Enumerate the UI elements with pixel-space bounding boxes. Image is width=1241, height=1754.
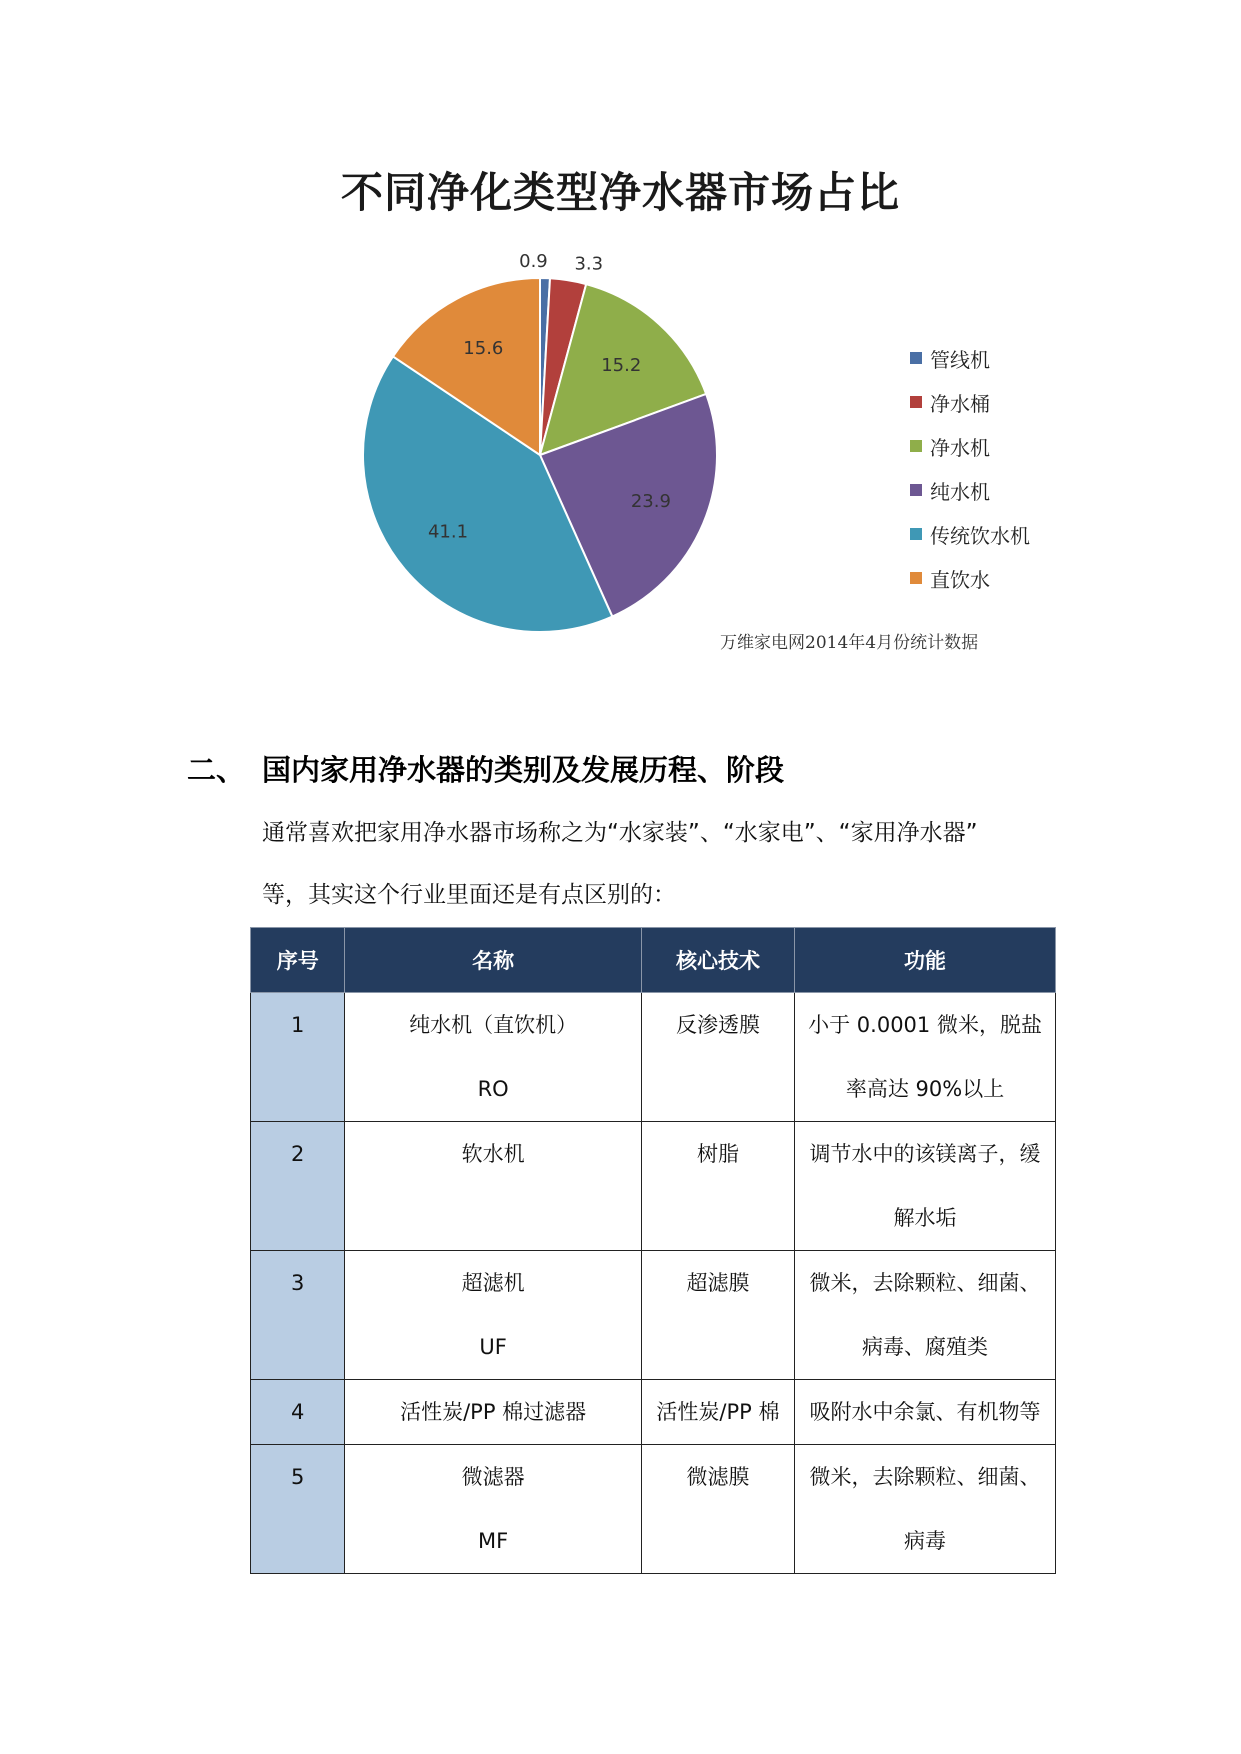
row-name-cell [345,1445,641,1574]
table-row [251,1122,1056,1251]
cell-text-line: 活性炭/PP 棉 [656,1400,780,1424]
pie-data-label-4: 41.1 [427,521,469,543]
legend-item-2 [910,424,1030,468]
row-tech-cell [641,1122,794,1251]
row-index-cell: 3 [251,1251,345,1380]
row-name-cell [345,1122,641,1251]
pie-data-label-1: 3.3 [574,253,604,275]
section-heading [187,748,784,789]
legend-label: 纯水机 [930,479,990,504]
legend-label: 直饮水 [930,567,990,592]
legend-swatch [910,440,922,452]
legend-swatch [910,484,922,496]
row-index-cell: 5 [251,1445,345,1574]
legend-swatch [910,528,922,540]
cell-text-line: MF [478,1529,509,1553]
cell-text-line: 微米，去除颗粒、细菌、 [809,1271,1041,1295]
cell-text-line: 率高达 90%以上 [845,1077,1005,1101]
row-index-cell: 2 [251,1122,345,1251]
row-tech-cell [641,1445,794,1574]
cell-text-line: 微米，去除颗粒、细菌、 [809,1465,1041,1489]
cell-text-line: 病毒 [904,1529,947,1553]
legend-item-4 [910,512,1030,556]
legend-item-1 [910,380,1030,424]
row-index-cell: 1 [251,993,345,1122]
header-core-tech: 核心技术 [641,928,794,993]
pie-data-label-2: 15.2 [601,355,642,377]
chart-legend [910,336,1030,600]
table-row [251,1251,1056,1380]
legend-label: 管线机 [930,347,990,372]
intro-paragraph-line-1: 通常喜欢把家用净水器市场称之为“水家装”、“水家电”、“家用净水器” [262,820,978,846]
cell-text-line: UF [479,1335,507,1359]
intro-paragraph-line-2: 等，其实这个行业里面还是有点区别的： [262,882,676,908]
legend-label: 净水机 [930,435,990,460]
cell-text-line: 软水机 [461,1142,525,1166]
cell-text-line: 微滤器 [461,1465,525,1489]
row-function-cell [795,1122,1056,1251]
pie-data-label-0: 0.9 [519,251,548,273]
water-purifier-type-table [250,927,1056,1574]
cell-text-line: 活性炭/PP 棉过滤器 [400,1400,587,1424]
section-number: 二、 [187,753,246,787]
chart-title: 不同净化类型净水器市场占比 [340,168,900,217]
cell-text-line: 病毒、腐殖类 [862,1335,989,1359]
legend-label: 传统饮水机 [930,523,1030,548]
legend-swatch [910,396,922,408]
cell-text-line: 解水垢 [893,1206,957,1230]
legend-item-5 [910,556,1030,600]
chart-source-note: 万维家电网2014年4月份统计数据 [720,633,979,653]
row-name-cell [345,1251,641,1380]
cell-text-line: 小于 0.0001 微米，脱盐 [808,1013,1042,1037]
row-name-cell [345,993,641,1122]
table-row [251,993,1056,1122]
legend-label: 净水桶 [930,391,990,416]
pie-data-label-5: 15.6 [463,337,504,359]
cell-text-line: 反渗透膜 [675,1013,760,1037]
cell-text-line: 吸附水中余氯、有机物等 [809,1400,1041,1424]
cell-text-line: 微滤膜 [686,1465,750,1489]
row-tech-cell [641,993,794,1122]
cell-text-line: 超滤机 [461,1271,525,1295]
cell-text-line: 超滤膜 [686,1271,750,1295]
cell-text-line: 树脂 [696,1142,739,1166]
legend-item-0 [910,336,1030,380]
row-function-cell [795,1251,1056,1380]
legend-swatch [910,352,922,364]
legend-swatch [910,572,922,584]
row-tech-cell [641,1251,794,1380]
table-row [251,1445,1056,1574]
header-function: 功能 [795,928,1056,993]
row-tech-cell [641,1380,794,1445]
row-index-cell: 4 [251,1380,345,1445]
cell-text-line: 纯水机（直饮机） [409,1013,578,1037]
cell-text-line: 调节水中的该镁离子，缓 [809,1142,1041,1166]
row-function-cell [795,1445,1056,1574]
table-row [251,1380,1056,1445]
section-title: 国内家用净水器的类别及发展历程、阶段 [262,753,785,787]
table-header-row [251,928,1056,993]
header-name: 名称 [345,928,641,993]
legend-item-3 [910,468,1030,512]
row-name-cell [345,1380,641,1445]
cell-text-line: RO [477,1077,509,1101]
row-function-cell [795,1380,1056,1445]
header-index: 序号 [251,928,345,993]
row-function-cell [795,993,1056,1122]
pie-data-label-3: 23.9 [630,490,671,512]
pie-chart [330,240,750,660]
